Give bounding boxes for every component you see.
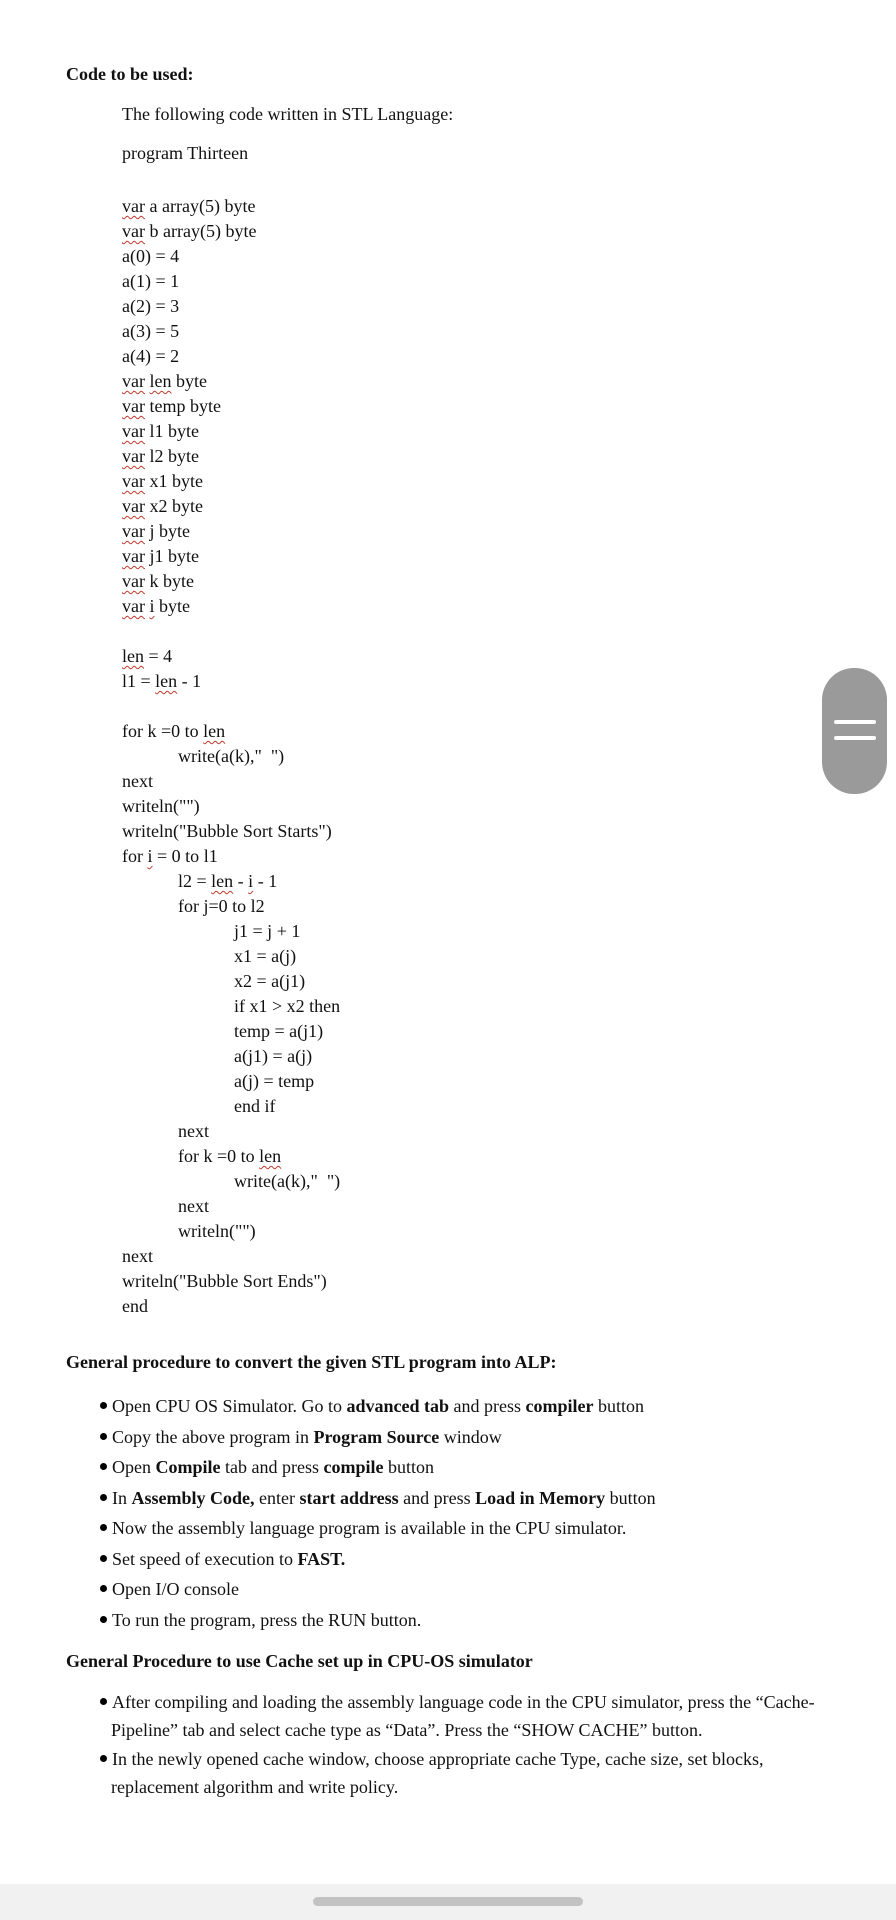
bullet-icon	[100, 1433, 107, 1440]
list-item-text: FAST.	[297, 1548, 346, 1569]
cache-procedure-heading: General Procedure to use Cache set up in CPU-OS simulator	[66, 1651, 533, 1671]
list-item-text: Set speed of execution to	[112, 1548, 298, 1569]
code-line: var len byte	[122, 371, 207, 391]
list-item	[92, 1746, 832, 1801]
code-line: next	[122, 1246, 153, 1266]
list-item-text: In the newly opened cache window, choose appropriate cache Type, cache size, set blocks, replacement algorithm and write policy.	[111, 1749, 764, 1797]
general-procedure-heading: General procedure to convert the given STL program into ALP:	[66, 1352, 557, 1372]
code-line: for i = 0 to l1	[122, 846, 218, 866]
list-item-text: window	[439, 1426, 502, 1447]
bullet-icon	[100, 1698, 107, 1705]
grip-line-icon	[834, 736, 876, 740]
list-item	[92, 1513, 832, 1544]
code-line: j1 = j + 1	[234, 921, 301, 941]
list-item-text: Program Source	[313, 1426, 440, 1447]
bullet-icon	[100, 1524, 107, 1531]
code-line: a(3) = 5	[122, 321, 180, 341]
bullet-icon	[100, 1616, 107, 1623]
code-line	[122, 694, 642, 719]
code-line: write(a(k)," ")	[234, 1171, 341, 1191]
code-line: a(4) = 2	[122, 346, 180, 366]
list-item-text: tab and press	[220, 1457, 324, 1477]
code-line: len = 4	[122, 646, 173, 666]
cache-steps	[92, 1689, 832, 1803]
list-item-text: To run the program, press the RUN button.	[112, 1609, 422, 1630]
bullet-icon	[100, 1402, 107, 1409]
code-line: writeln("")	[122, 796, 200, 816]
code-line: next	[178, 1121, 209, 1141]
list-item	[92, 1605, 832, 1636]
list-item-text: After compiling and loading the assembly language code in the CPU simulator, press the “Cache-Pipeline” tab and select cache type as “Data”. Press the “SHOW CACHE” button.	[111, 1692, 815, 1740]
bullet-icon	[100, 1555, 107, 1562]
code-line: for k =0 to len	[178, 1146, 282, 1166]
code-line: if x1 > x2 then	[234, 996, 341, 1016]
code-line: var b array(5) byte	[122, 221, 257, 241]
code-block	[122, 194, 642, 1319]
list-item	[92, 1574, 832, 1605]
code-line: a(0) = 4	[122, 246, 180, 266]
code-line: var i byte	[122, 596, 190, 616]
list-item	[92, 1452, 832, 1483]
code-line: l1 = len - 1	[122, 671, 202, 691]
list-item-text: and press	[398, 1487, 476, 1508]
code-line: var a array(5) byte	[122, 196, 256, 216]
intro-text: The following code written in STL Language:	[122, 104, 454, 124]
list-item-text: button	[383, 1457, 434, 1477]
list-item-text: Assembly Code,	[131, 1487, 255, 1508]
code-line: write(a(k)," ")	[178, 746, 285, 766]
code-line: a(j1) = a(j)	[234, 1046, 313, 1066]
code-line: x2 = a(j1)	[234, 971, 306, 991]
code-line: for k =0 to len	[122, 721, 226, 741]
list-item-text: button	[605, 1487, 656, 1508]
code-heading: Code to be used:	[66, 64, 194, 84]
program-title: program Thirteen	[122, 143, 249, 163]
list-item-text: Copy the above program in	[112, 1426, 314, 1447]
bullet-icon	[100, 1755, 107, 1762]
code-line: next	[122, 771, 153, 791]
list-item-text: Open	[112, 1457, 156, 1477]
code-line: temp = a(j1)	[234, 1021, 324, 1041]
list-item-text: Load in Memory	[475, 1487, 606, 1508]
bullet-icon	[100, 1585, 107, 1592]
procedure-steps	[92, 1391, 832, 1635]
code-line: var j byte	[122, 521, 190, 541]
grip-line-icon	[834, 720, 876, 724]
code-line: end	[122, 1296, 148, 1316]
list-item-text: Compile	[155, 1457, 221, 1477]
code-line: writeln("Bubble Sort Starts")	[122, 821, 332, 841]
code-line: var l2 byte	[122, 446, 199, 466]
list-item	[92, 1483, 832, 1514]
code-line: writeln("Bubble Sort Ends")	[122, 1271, 327, 1291]
code-line: for j=0 to l2	[178, 896, 265, 916]
code-line: var temp byte	[122, 396, 221, 416]
code-line: var x2 byte	[122, 496, 203, 516]
list-item	[92, 1422, 832, 1453]
list-item-text: button	[593, 1396, 645, 1416]
code-line: var j1 byte	[122, 546, 199, 566]
bullet-icon	[100, 1494, 107, 1501]
code-line: x1 = a(j)	[234, 946, 297, 966]
list-item	[92, 1544, 832, 1575]
list-item-text: enter	[254, 1487, 300, 1508]
code-line: writeln("")	[178, 1221, 256, 1241]
code-line: a(j) = temp	[234, 1071, 315, 1091]
home-indicator[interactable]	[313, 1897, 583, 1906]
list-item-text: and press	[449, 1396, 526, 1416]
bullet-icon	[100, 1463, 107, 1470]
list-item-text: start address	[299, 1487, 399, 1508]
list-item-text: Now the assembly language program is available in the CPU simulator.	[112, 1518, 627, 1538]
code-line	[122, 619, 642, 644]
code-line: var x1 byte	[122, 471, 203, 491]
list-item-text: Open I/O console	[112, 1579, 239, 1599]
list-item	[92, 1391, 832, 1422]
code-line: var l1 byte	[122, 421, 199, 441]
code-line: next	[178, 1196, 209, 1216]
list-item-text: Open CPU OS Simulator. Go to	[112, 1396, 347, 1416]
scroll-handle[interactable]	[822, 668, 887, 794]
list-item-text: compile	[323, 1457, 384, 1477]
code-line: a(2) = 3	[122, 296, 180, 316]
code-line: var k byte	[122, 571, 194, 591]
code-line: a(1) = 1	[122, 271, 180, 291]
code-line: end if	[234, 1096, 276, 1116]
list-item	[92, 1689, 832, 1744]
list-item-text: advanced tab	[346, 1396, 450, 1416]
code-line: l2 = len - i - 1	[178, 871, 278, 891]
list-item-text: compiler	[525, 1396, 594, 1416]
list-item-text: In	[112, 1487, 132, 1508]
